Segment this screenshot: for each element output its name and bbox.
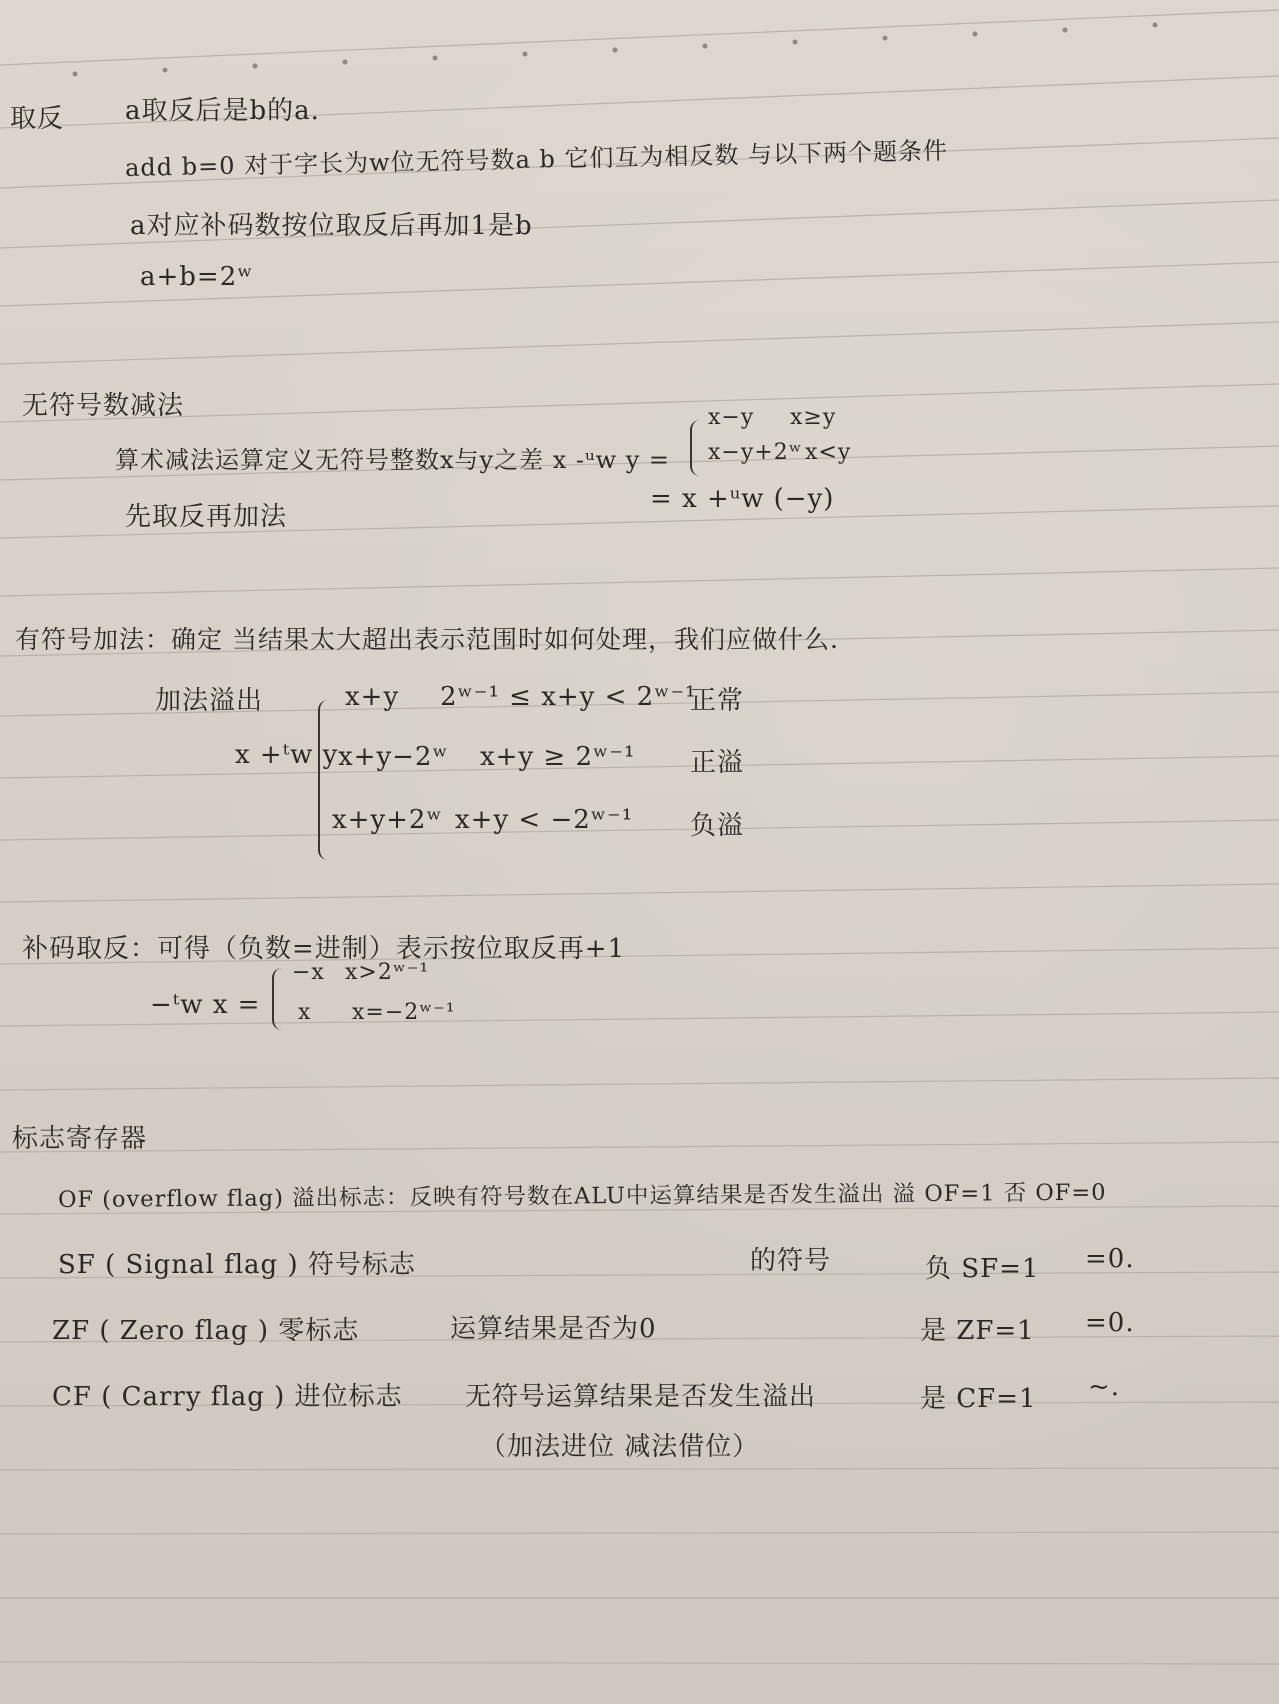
flags-heading: 标志寄存器 [12,1124,148,1154]
unsigned-sub-line-2: 先取反再加法 [125,502,288,532]
signed-add-row-1-cond: 2ʷ⁻¹ ≤ x+y < 2ʷ⁻¹ [440,682,697,712]
unsigned-sub-case1-expr: x−y [708,405,755,430]
twos-neg-case1-expr: −x [292,960,325,985]
signed-add-row-2-cond: x+y ≥ 2ʷ⁻¹ [480,742,636,772]
signed-add-row-2-note: 正溢 [690,748,745,778]
flags-sf-else: =0. [1085,1244,1135,1274]
flags-zf-else: =0. [1085,1308,1135,1338]
twos-neg-heading: 补码取反：可得（负数=进制）表示按位取反再+1 [22,934,626,964]
signed-add-label: 加法溢出 [155,686,264,716]
flags-cf: CF ( Carry flag ) 进位标志 [52,1382,403,1412]
negation-heading: 取反 [10,104,65,134]
flags-zf-mid: 运算结果是否为0 [450,1314,657,1344]
flags-zf: ZF ( Zero flag ) 零标志 [52,1316,360,1346]
flags-cf-note: （加法进位 减法借位） [480,1432,760,1462]
negation-line-3: a对应补码数按位取反后再加1是b [130,211,533,241]
signed-add-row-2-expr: x+y−2ʷ [338,742,449,772]
flags-of: OF (overflow flag) 溢出标志：反映有符号数在ALU中运算结果是否发生溢出 溢 OF=1 否 OF=0 [57,1179,1107,1213]
twos-neg-case2-expr: x [298,1000,312,1025]
unsigned-sub-brace [690,420,706,476]
twos-neg-lhs: −ᵗw x = [150,990,261,1020]
signed-add-heading: 有符号加法：确定 当结果太大超出表示范围时如何处理，我们应做什么. [15,625,839,654]
signed-add-lhs: x +ᵗw y [235,740,339,770]
twos-neg-brace [272,968,288,1030]
flags-cf-else: ~. [1088,1372,1121,1402]
unsigned-sub-line-2-eq: = x +ᵘw (−y) [650,484,835,514]
unsigned-sub-case2-expr: x−y+2ʷ [708,440,803,465]
unsigned-sub-case1-cond: x≥y [790,405,837,430]
unsigned-sub-heading: 无符号数减法 [22,391,185,421]
negation-line-4: a+b=2ʷ [140,262,254,292]
flags-sf-val: 负 SF=1 [925,1254,1040,1284]
flags-sf-mid: 的符号 [750,1246,832,1276]
signed-add-brace [318,700,334,860]
flags-cf-val: 是 CF=1 [920,1384,1037,1414]
twos-neg-case2-cond: x=−2ʷ⁻¹ [352,1000,456,1025]
negation-line-1: a取反后是b的a. [125,96,320,126]
flags-cf-mid: 无符号运算结果是否发生溢出 [465,1382,817,1412]
unsigned-sub-case2-cond: x<y [805,440,852,465]
signed-add-row-1-note: 正常 [690,686,745,716]
signed-add-row-1-expr: x+y [345,682,400,712]
signed-add-row-3-expr: x+y+2ʷ [332,805,443,835]
signed-add-row-3-cond: x+y < −2ʷ⁻¹ [455,805,634,835]
twos-neg-case1-cond: x>2ʷ⁻¹ [345,960,430,985]
signed-add-row-3-note: 负溢 [690,811,745,841]
negation-line-2: add b=0 对于字长为w位无符号数a b 它们互为相反数 与以下两个题条件 [124,136,949,182]
flags-zf-val: 是 ZF=1 [920,1316,1035,1346]
flags-sf: SF ( Signal flag ) 符号标志 [58,1250,416,1280]
unsigned-sub-line-1: 算术减法运算定义无符号整数x与y之差 x -ᵘw y = [115,446,671,474]
